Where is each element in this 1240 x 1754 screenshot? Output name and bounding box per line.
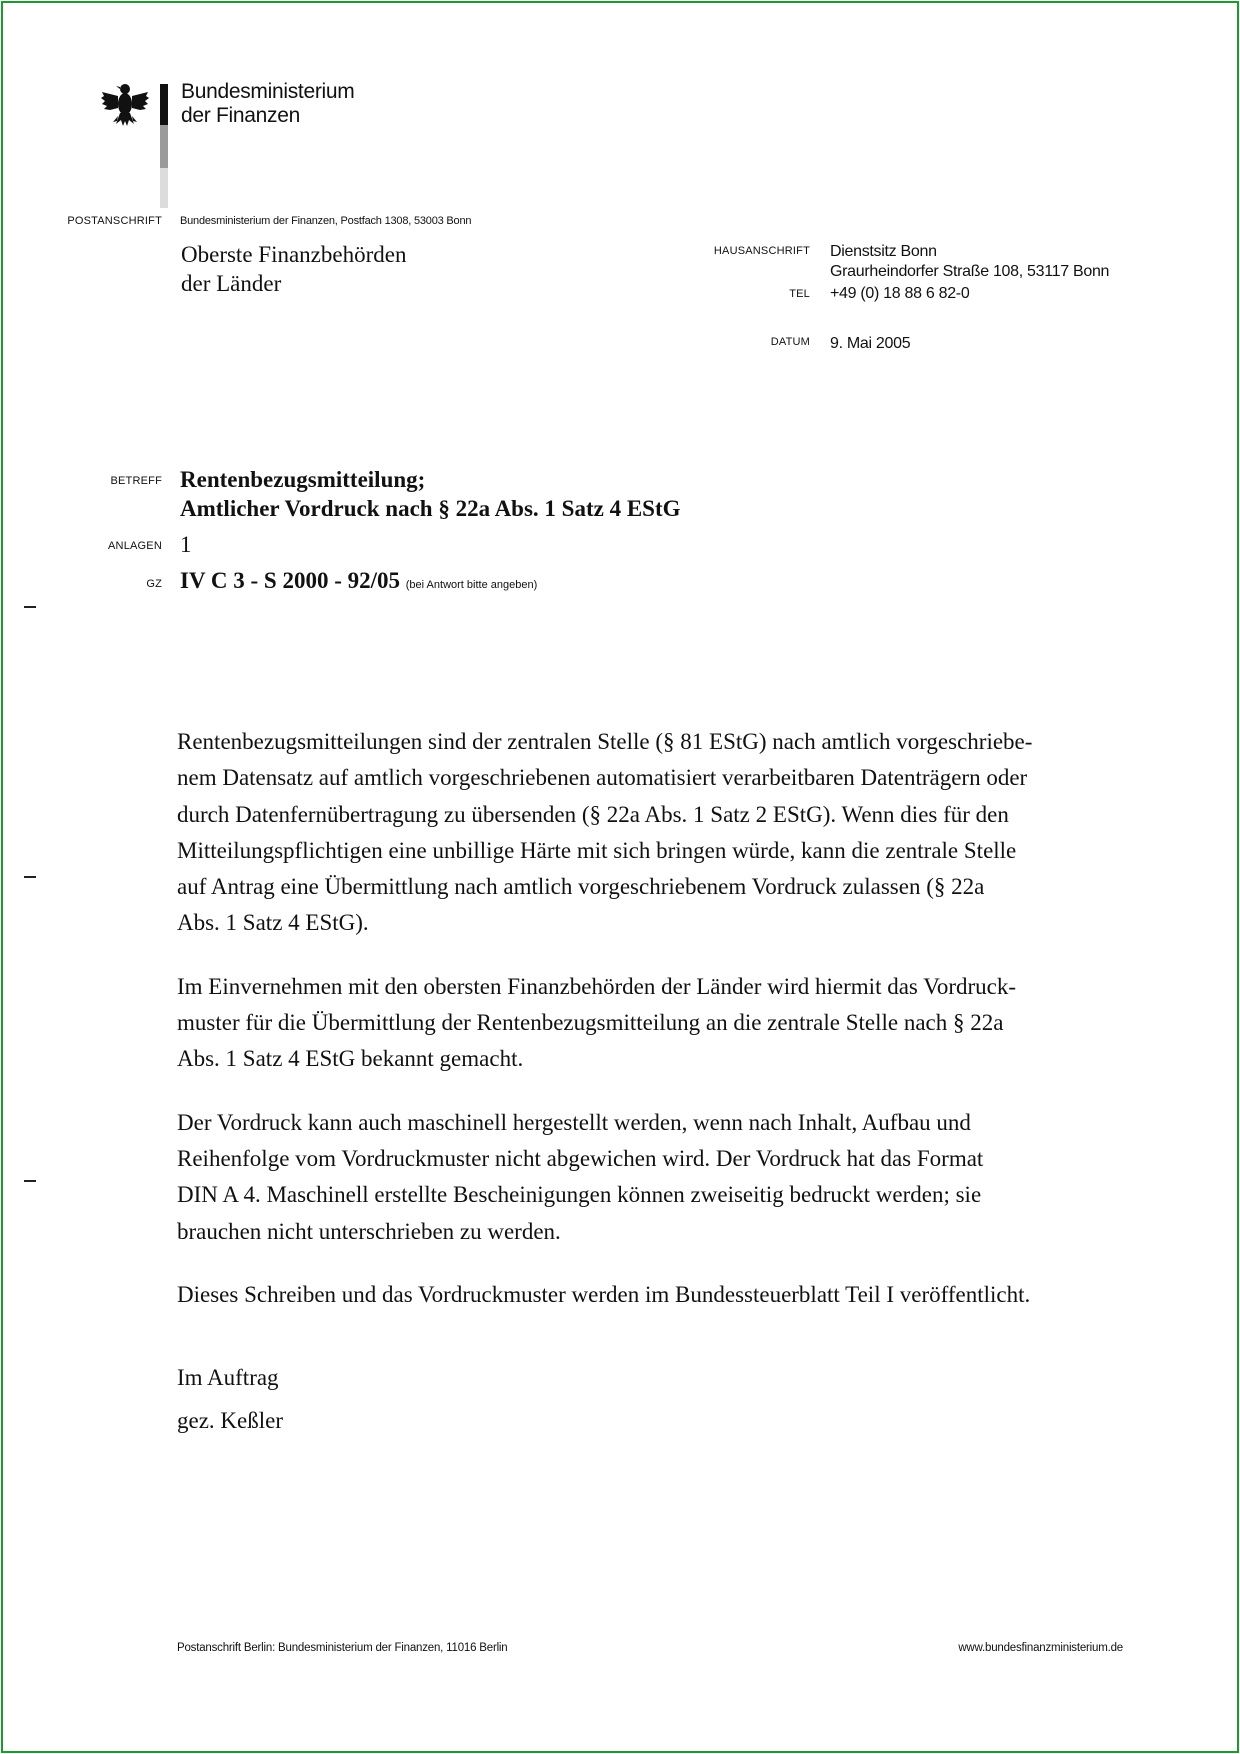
body-line: brauchen nicht unterschrieben zu werden. (177, 1218, 561, 1244)
postal-label: POSTANSCHRIFT (67, 215, 162, 227)
datum-value: 9. Mai 2005 (830, 335, 911, 352)
body-paragraph-1 (177, 724, 1117, 942)
fold-mark-top (24, 606, 36, 608)
body-line: auf Antrag eine Übermittlung nach amtlich vorgeschriebenem Vordruck zulassen (§ 22a (177, 874, 985, 900)
tel-label: TEL (789, 288, 810, 300)
anlagen-label: ANLAGEN (108, 540, 162, 552)
body-line: Reihenfolge vom Vordruckmuster nicht abgewichen wird. Der Vordruck hat das Format (177, 1145, 984, 1171)
body-line: Abs. 1 Satz 4 EStG bekannt gemacht. (177, 1046, 524, 1072)
brand-bar-light (160, 168, 168, 208)
body-paragraph-4 (177, 1277, 1117, 1313)
reference-number (180, 568, 537, 594)
gz-note: (bei Antwort bitte angeben) (405, 579, 538, 591)
brand-bar-black (160, 84, 168, 125)
fold-mark-middle (24, 876, 36, 878)
gz-value: IV C 3 - S 2000 - 92/05 (180, 568, 401, 593)
brand-bar-gray (160, 125, 168, 168)
recipient-line2: der Länder (181, 271, 282, 296)
anlagen-value: 1 (180, 532, 192, 557)
footer-postal: Postanschrift Berlin: Bundesministerium der Finanzen, 11016 Berlin (177, 1642, 508, 1654)
datum-label: DATUM (770, 336, 810, 348)
subject-line1: Rentenbezugsmitteilung; (180, 467, 426, 492)
subject (180, 465, 681, 523)
hausanschrift-line1: Dienstsitz Bonn (830, 243, 937, 260)
recipient-block (181, 240, 406, 298)
body-line: DIN A 4. Maschinell erstellte Bescheinigungen können zweiseitig bedruckt werden; sie (177, 1182, 982, 1208)
gz-label: GZ (146, 578, 162, 590)
ministry-name-line1: Bundesministerium (181, 80, 355, 103)
fold-mark-bottom (24, 1180, 36, 1182)
hausanschrift-value (830, 242, 1109, 282)
body-line: Der Vordruck kann auch maschinell hergestellt werden, wenn nach Inhalt, Aufbau und (177, 1109, 971, 1135)
body-line: Im Einvernehmen mit den obersten Finanzbehörden der Länder wird hiermit das Vordruck- (177, 973, 1017, 999)
body-line: Abs. 1 Satz 4 EStG). (177, 910, 369, 936)
subject-line2: Amtlicher Vordruck nach § 22a Abs. 1 Satz 4 EStG (180, 496, 681, 521)
ministry-name-line2: der Finanzen (181, 104, 300, 127)
tel-value: +49 (0) 18 88 6 82-0 (830, 285, 970, 302)
hausanschrift-line2: Graurheindorfer Straße 108, 53117 Bonn (830, 263, 1110, 280)
recipient-line1: Oberste Finanzbehörden (181, 242, 407, 267)
body-line: durch Datenfernübertragung zu übersenden (§ 22a Abs. 1 Satz 2 EStG). Wenn dies für den (177, 801, 1009, 827)
signature-line2: gez. Keßler (177, 1408, 283, 1433)
signature-line1: Im Auftrag (177, 1365, 279, 1390)
federal-eagle-icon (100, 80, 150, 130)
postal-address: Bundesministerium der Finanzen, Postfach 1308, 53003 Bonn (180, 215, 472, 227)
ministry-name (181, 80, 354, 128)
signature-block (177, 1356, 283, 1442)
hausanschrift-label: HAUSANSCHRIFT (713, 245, 810, 257)
body-line: Mitteilungspflichtigen eine unbillige Härte mit sich bringen würde, kann die zentrale Stelle (177, 837, 1017, 863)
body-paragraph-3 (177, 1105, 1117, 1250)
body-line: nem Datensatz auf amtlich vorgeschriebenen automatisiert verarbeitbaren Datenträgern oder (177, 765, 1028, 791)
body-line: Rentenbezugsmitteilungen sind der zentralen Stelle (§ 81 EStG) nach amtlich vorgeschriebe- (177, 729, 1033, 754)
letter-body (177, 724, 1117, 1340)
betreff-label: BETREFF (110, 475, 162, 487)
footer-website[interactable]: www.bundesfinanzministerium.de (958, 1642, 1123, 1654)
body-line: Dieses Schreiben und das Vordruckmuster werden im Bundessteuerblatt Teil I veröffentlicht. (177, 1281, 1031, 1307)
body-paragraph-2 (177, 969, 1117, 1078)
body-line: muster für die Übermittlung der Rentenbezugsmitteilung an die zentrale Stelle nach § 22a (177, 1010, 1004, 1036)
